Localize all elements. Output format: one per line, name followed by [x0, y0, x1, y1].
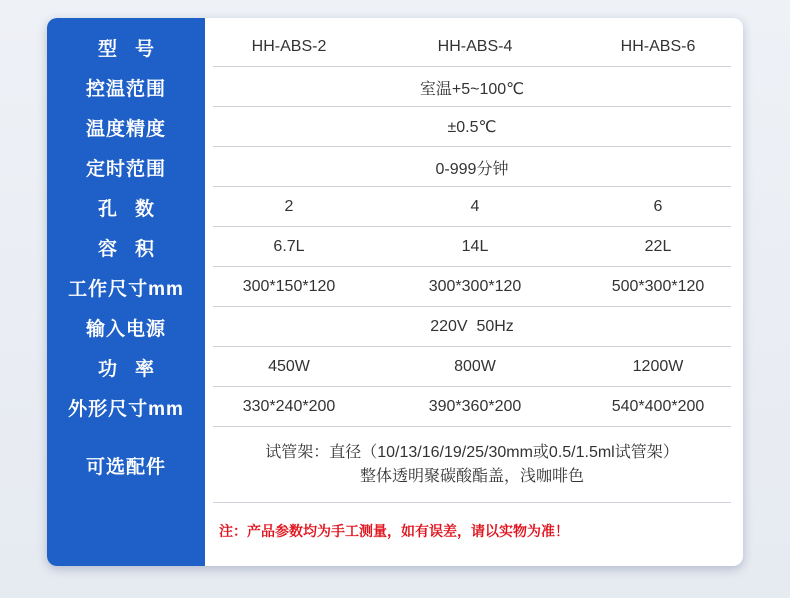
accessory-line: 整体透明聚碳酸酯盖，浅咖啡色 [359, 468, 584, 485]
value-cell: ±0.5℃ [447, 119, 497, 136]
value-cell: 500*300*120 [611, 278, 705, 295]
row-volume [47, 227, 743, 267]
value-cell: 6 [653, 198, 663, 215]
value-cell: HH-ABS-2 [251, 38, 327, 55]
row-temp-range [47, 67, 743, 107]
value-cell: 540*400*200 [611, 398, 705, 415]
value-cell: 330*240*200 [242, 398, 336, 415]
row-label: 定时范围 [85, 158, 166, 180]
value-cell: HH-ABS-6 [620, 38, 696, 55]
row-label: 孔数 [97, 198, 172, 220]
value-cell: 220V 50Hz [430, 318, 514, 335]
value-cell: 6.7L [273, 238, 305, 255]
row-label: 容积 [97, 238, 172, 260]
accessory-line: 试管架：直径（10/13/16/19/25/30mm或0.5/1.5ml试管架） [265, 444, 679, 461]
disclaimer-note: 注：产品参数均为手工测量，如有误差，请以实物为准！ [219, 523, 569, 539]
value-cell: 800W [454, 358, 496, 375]
value-cell: 300*300*120 [428, 278, 522, 295]
value-cell: HH-ABS-4 [437, 38, 513, 55]
row-holes [47, 187, 743, 227]
row-working-size [47, 267, 743, 307]
value-cell: 2 [284, 198, 294, 215]
value-cell: 14L [461, 238, 489, 255]
value-cell: 1200W [632, 358, 684, 375]
row-model [47, 27, 743, 67]
row-label: 外形尺寸mm [68, 398, 184, 420]
row-outer-size [47, 387, 743, 427]
row-power [47, 347, 743, 387]
value-cell: 390*360*200 [428, 398, 522, 415]
value-cell: 0-999分钟 [435, 160, 509, 178]
row-temp-accuracy [47, 107, 743, 147]
row-label: 控温范围 [85, 78, 166, 100]
row-label: 功率 [97, 358, 172, 380]
value-cell: 450W [268, 358, 310, 375]
row-label: 工作尺寸mm [68, 278, 184, 300]
row-label: 型号 [97, 38, 172, 60]
value-cell: 4 [470, 198, 480, 215]
accessories-cell [213, 427, 731, 503]
value-cell: 22L [644, 238, 672, 255]
row-timer-range [47, 147, 743, 187]
row-label: 可选配件 [85, 456, 166, 478]
spec-card [47, 18, 743, 566]
row-label: 温度精度 [85, 118, 166, 140]
row-label: 输入电源 [85, 318, 166, 340]
row-accessories [47, 427, 743, 503]
row-power-input [47, 307, 743, 347]
value-cell: 300*150*120 [242, 278, 336, 295]
value-cell: 室温+5~100℃ [419, 80, 525, 98]
